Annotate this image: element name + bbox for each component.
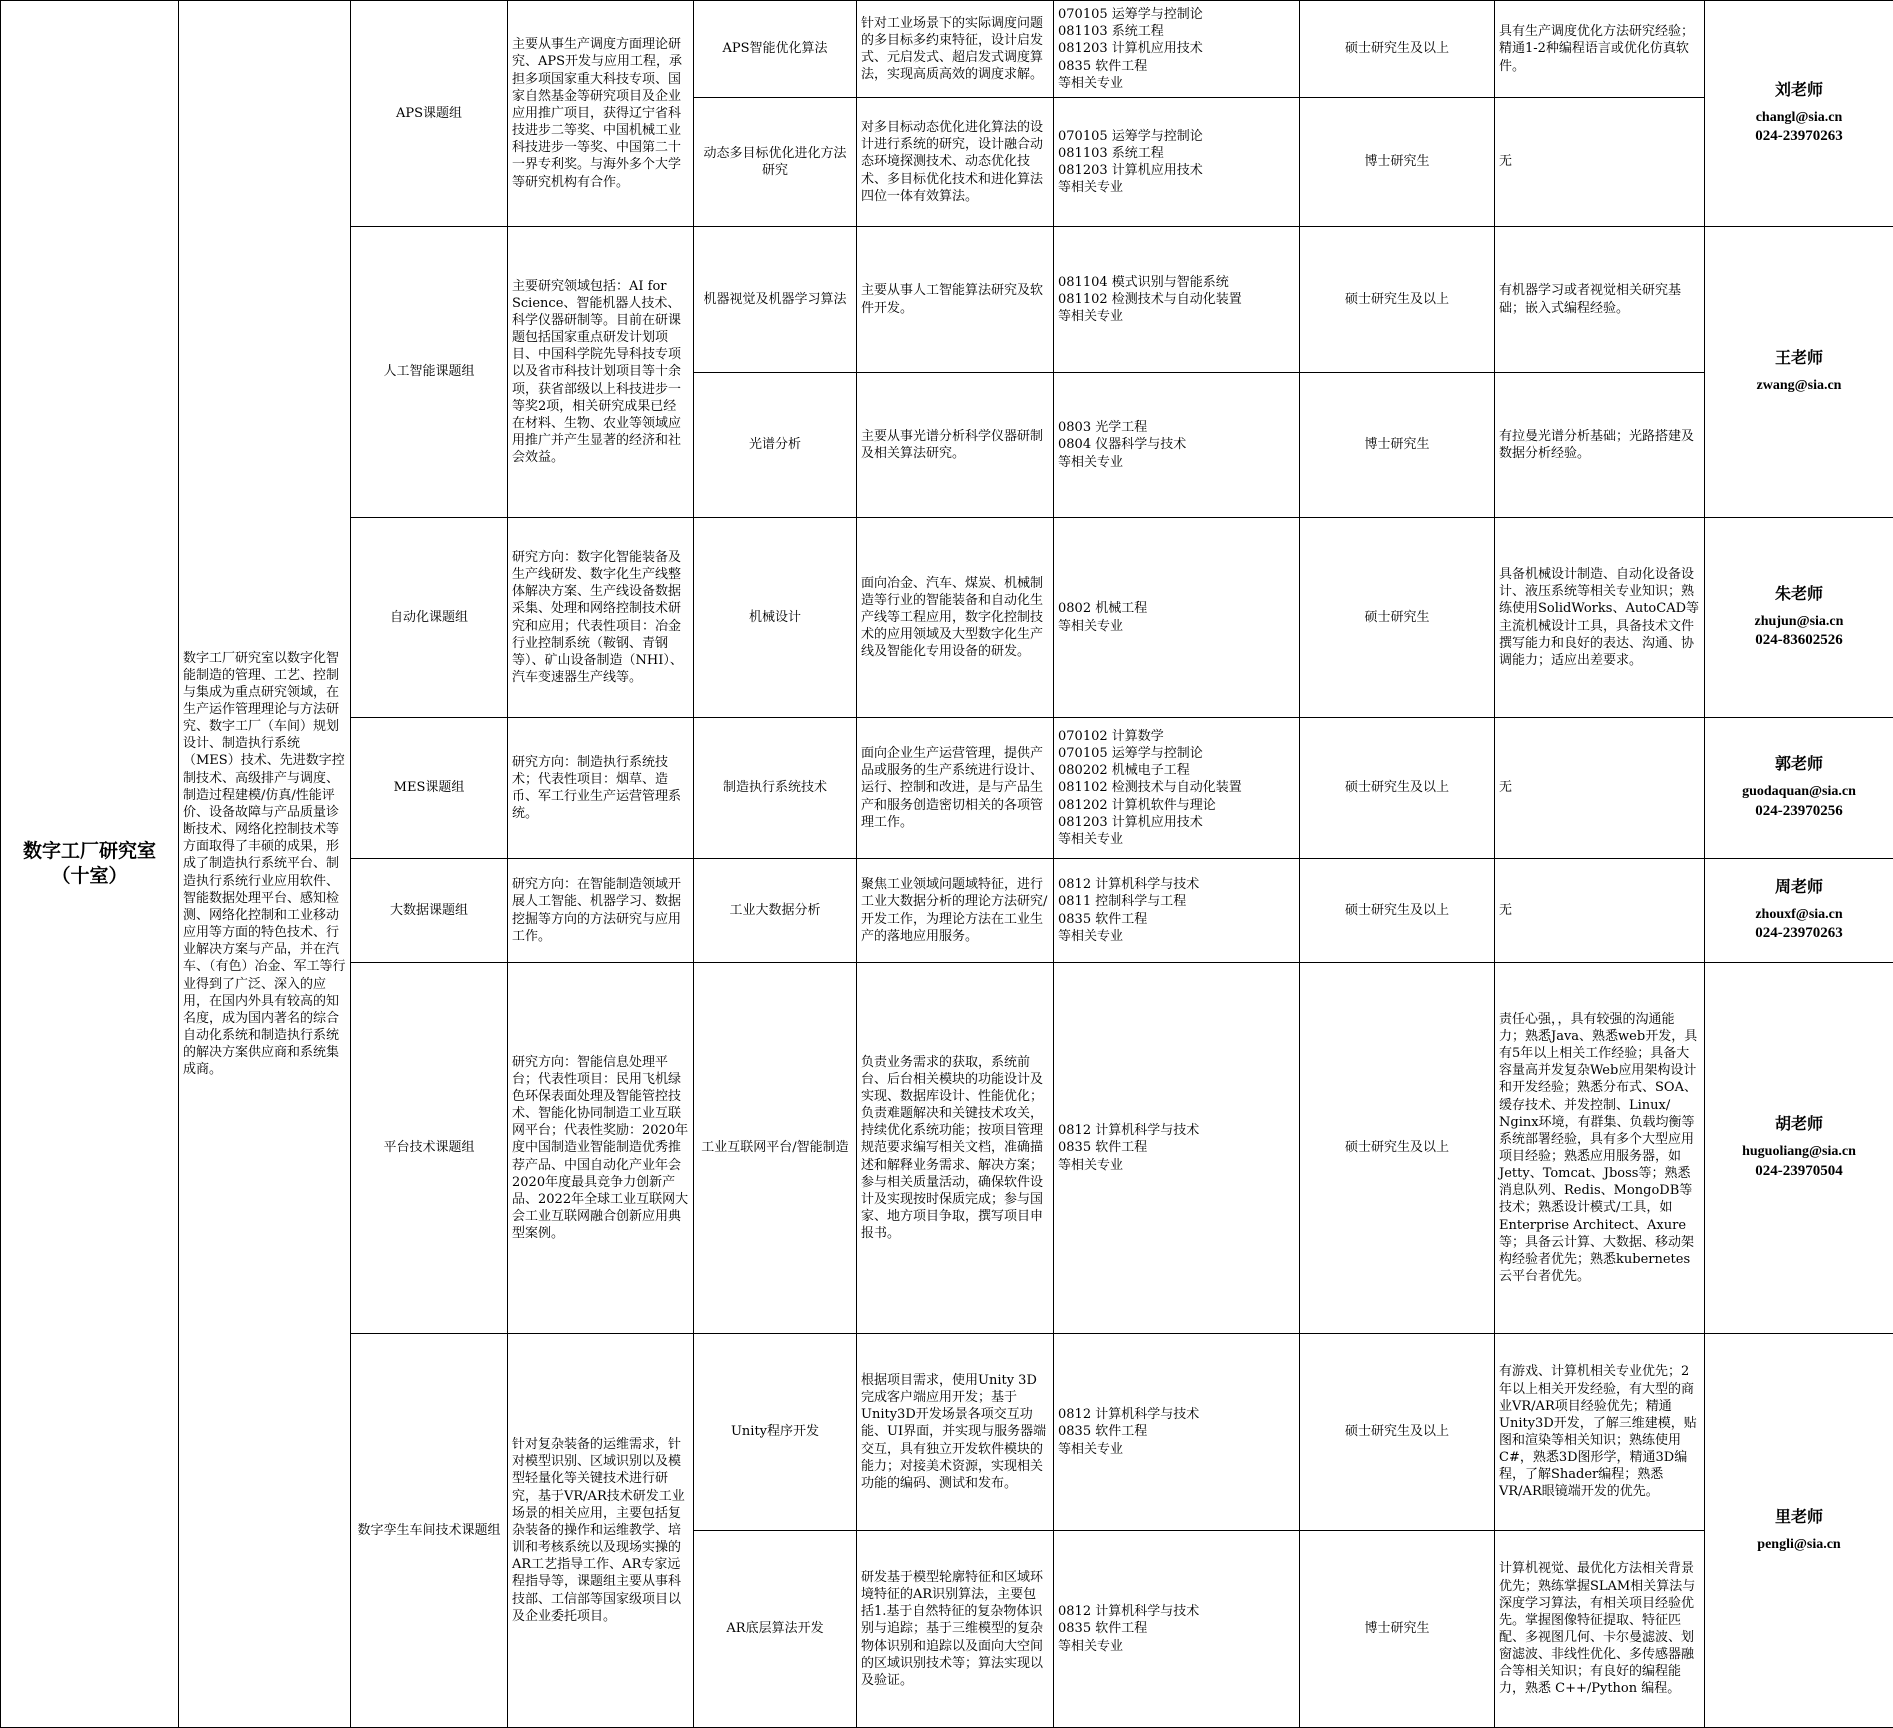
contact-cell xyxy=(1705,859,1893,963)
contact-email[interactable]: changl@sia.cn xyxy=(1709,109,1889,127)
lab-name: 数字工厂研究室 （十室） xyxy=(1,1,179,1728)
research-direction: APS智能优化算法 xyxy=(694,1,857,98)
contact-cell xyxy=(1705,518,1893,718)
job-content: 对多目标动态优化进化算法的设计进行系统的研究，设计融合动态环境探测技术、动态优化技术、多目标优化技术和进化算法四位一体有效算法。 xyxy=(857,98,1054,227)
research-direction: 制造执行系统技术 xyxy=(694,718,857,859)
majors: 0803 光学工程 0804 仪器科学与技术 等相关专业 xyxy=(1054,373,1300,518)
lab-description: 数字工厂研究室以数字化智能制造的管理、工艺、控制与集成为重点研究领域，在生产运作管理理论与方法研究、数字工厂（车间）规划设计、制造执行系统（MES）技术、先进数字控制技术、高级排产与调度、制造过程建模/仿真/性能评价、设备故障与产品质量诊断技术、网络化控制技术等方面取得了丰硕的成果，形成了制造执行系统平台、制造执行系统行业应用软件、智能数据处理平台、感知检测、网络化控制和工业移动应用等方面的特色技术、行业解决方案与产品，并在汽车、（有色）冶金、军工等行业得到了广泛、深入的应用，在国内外具有较高的知名度，成为国内著名的综合自动化系统和制造执行系统的解决方案供应商和系统集成商。 xyxy=(179,1,351,1728)
group-name: 数字孪生车间技术课题组 xyxy=(351,1334,508,1728)
job-content: 聚焦工业领域问题域特征，进行工业大数据分析的理论方法研究/开发工作，为理论方法在工业生产的落地应用服务。 xyxy=(857,859,1054,963)
research-direction: 工业互联网平台/智能制造 xyxy=(694,963,857,1334)
job-content: 面向企业生产运营管理，提供产品或服务的生产系统进行设计、运行、控制和改进，是与产品生产和服务创造密切相关的各项管理工作。 xyxy=(857,718,1054,859)
group-name: 自动化课题组 xyxy=(351,518,508,718)
requirement: 具有生产调度优化方法研究经验；精通1-2种编程语言或优化仿真软件。 xyxy=(1495,1,1705,98)
contact-name: 胡老师 xyxy=(1709,1114,1889,1135)
group-intro: 主要研究领域包括：AI for Science、智能机器人技术、科学仪器研制等。目前在研课题包括国家重点研发计划项目、中国科学院先导科技专项以及省市科技计划项目等十余项，获省部级以上科技进步一等奖2项，相关研究成果已经在材料、生物、农业等领域应用推广并产生显著的经济和社会效益。 xyxy=(508,227,694,518)
group-name: 大数据课题组 xyxy=(351,859,508,963)
job-content: 根据项目需求，使用Unity 3D完成客户端应用开发；基于Unity3D开发场景各项交互功能、UI界面，并实现与服务器端交互，具有独立开发软件模块的能力；对接美术资源，实现相关功能的编码、测试和发布。 xyxy=(857,1334,1054,1531)
contact-email[interactable]: huguoliang@sia.cn xyxy=(1709,1143,1889,1161)
group-name: MES课题组 xyxy=(351,718,508,859)
contact-name: 刘老师 xyxy=(1709,80,1889,101)
group-name: APS课题组 xyxy=(351,1,508,227)
job-content: 面向冶金、汽车、煤炭、机械制造等行业的智能装备和自动化生产线等工程应用，数字化控制技术的应用领域及大型数字化生产线及智能化专用设备的研发。 xyxy=(857,518,1054,718)
majors: 081104 模式识别与智能系统 081102 检测技术与自动化装置 等相关专业 xyxy=(1054,227,1300,373)
contact-email[interactable]: zwang@sia.cn xyxy=(1709,377,1889,395)
degree: 硕士研究生及以上 xyxy=(1300,859,1495,963)
group-intro: 研究方向：智能信息处理平台；代表性项目：民用飞机绿色环保表面处理及智能管控技术、智能化协同制造工业互联网平台；代表性奖励：2020年度中国制造业智能制造优秀推荐产品、中国自动化产业年会2020年度最具竞争力创新产品、2022年全球工业互联网大会工业互联网融合创新应用典型案例。 xyxy=(508,963,694,1334)
requirement: 计算机视觉、最优化方法相关背景优先；熟练掌握SLAM相关算法与深度学习算法，有相关项目经验优先。掌握图像特征提取、特征匹配、多视图几何、卡尔曼滤波、划窗滤波、非线性优化、多传感器融合等相关知识；有良好的编程能力，熟悉 C++/Python 编程。 xyxy=(1495,1531,1705,1728)
contact-phone: 024-23970263 xyxy=(1709,924,1889,944)
table-row xyxy=(1,1,1893,98)
contact-email[interactable]: guodaquan@sia.cn xyxy=(1709,783,1889,801)
contact-phone: 024-23970256 xyxy=(1709,802,1889,822)
research-direction: AR底层算法开发 xyxy=(694,1531,857,1728)
group-intro: 研究方向：制造执行系统技术；代表性项目：烟草、造币、军工行业生产运营管理系统。 xyxy=(508,718,694,859)
requirement: 有拉曼光谱分析基础；光路搭建及数据分析经验。 xyxy=(1495,373,1705,518)
majors: 0812 计算机科学与技术 0835 软件工程 等相关专业 xyxy=(1054,963,1300,1334)
requirement: 无 xyxy=(1495,718,1705,859)
job-content: 研发基于模型轮廓特征和区域环境特征的AR识别算法，主要包括1.基于自然特征的复杂物体识别与追踪；基于三维模型的复杂物体识别和追踪以及面向大空间的区域识别技术等；算法实现以及验证。 xyxy=(857,1531,1054,1728)
majors: 070105 运筹学与控制论 081103 系统工程 081203 计算机应用技术 等相关专业 xyxy=(1054,98,1300,227)
majors: 070105 运筹学与控制论 081103 系统工程 081203 计算机应用技术 0835 软件工程 等相关专业 xyxy=(1054,1,1300,98)
research-direction: 工业大数据分析 xyxy=(694,859,857,963)
majors: 0812 计算机科学与技术 0811 控制科学与工程 0835 软件工程 等相关专业 xyxy=(1054,859,1300,963)
degree: 博士研究生 xyxy=(1300,373,1495,518)
contact-email[interactable]: zhouxf@sia.cn xyxy=(1709,906,1889,924)
contact-cell xyxy=(1705,227,1893,518)
research-direction: 机器视觉及机器学习算法 xyxy=(694,227,857,373)
degree: 硕士研究生 xyxy=(1300,518,1495,718)
contact-name: 周老师 xyxy=(1709,877,1889,898)
contact-cell xyxy=(1705,1334,1893,1728)
job-content: 针对工业场景下的实际调度问题的多目标多约束特征，设计启发式、元启发式、超启发式调度算法，实现高质高效的调度求解。 xyxy=(857,1,1054,98)
group-intro: 研究方向：数字化智能装备及生产线研发、数字化生产线整体解决方案、生产线设备数据采集、处理和网络控制技术研究和应用；代表性项目：冶金行业控制系统（鞍钢、青钢等）、矿山设备制造（NHI）、汽车变速器生产线等。 xyxy=(508,518,694,718)
group-intro: 研究方向：在智能制造领域开展人工智能、机器学习、数据挖掘等方向的方法研究与应用工作。 xyxy=(508,859,694,963)
majors: 0802 机械工程 等相关专业 xyxy=(1054,518,1300,718)
research-direction: 光谱分析 xyxy=(694,373,857,518)
research-direction: Unity程序开发 xyxy=(694,1334,857,1531)
contact-cell xyxy=(1705,963,1893,1334)
contact-name: 朱老师 xyxy=(1709,584,1889,605)
contact-name: 郭老师 xyxy=(1709,754,1889,775)
degree: 博士研究生 xyxy=(1300,1531,1495,1728)
contact-phone: 024-23970504 xyxy=(1709,1162,1889,1182)
group-intro: 针对复杂装备的运维需求，针对模型识别、区域识别以及模型轻量化等关键技术进行研究，基于VR/AR技术研发工业场景的相关应用，主要包括复杂装备的操作和运维教学、培训和考核系统以及现场实操的AR工艺指导工作、AR专家远程指导等，课题组主要从事科技部、工信部等国家级项目以及企业委托项目。 xyxy=(508,1334,694,1728)
contact-name: 里老师 xyxy=(1709,1507,1889,1528)
requirement: 有机器学习或者视觉相关研究基础；嵌入式编程经验。 xyxy=(1495,227,1705,373)
degree: 硕士研究生及以上 xyxy=(1300,718,1495,859)
contact-phone: 024-83602526 xyxy=(1709,631,1889,651)
contact-email[interactable]: pengli@sia.cn xyxy=(1709,1536,1889,1554)
contact-email[interactable]: zhujun@sia.cn xyxy=(1709,613,1889,631)
job-content: 负责业务需求的获取，系统前台、后台相关模块的功能设计及实现、数据库设计、性能优化；负责难题解决和关键技术攻关，持续优化系统功能；按项目管理规范要求编写相关文档，准确描述和解释业务需求、解决方案；参与相关质量活动，确保软件设计及实现按时保质完成；参与国家、地方项目争取，撰写项目申报书。 xyxy=(857,963,1054,1334)
majors: 070102 计算数学 070105 运筹学与控制论 080202 机械电子工程 081102 检测技术与自动化装置 081202 计算机软件与理论 081203 计算机应用技术 等相关专业 xyxy=(1054,718,1300,859)
degree: 硕士研究生及以上 xyxy=(1300,227,1495,373)
job-content: 主要从事光谱分析科学仪器研制及相关算法研究。 xyxy=(857,373,1054,518)
degree: 硕士研究生及以上 xyxy=(1300,963,1495,1334)
contact-cell xyxy=(1705,1,1893,227)
requirement: 无 xyxy=(1495,98,1705,227)
research-direction: 机械设计 xyxy=(694,518,857,718)
requirement: 具备机械设计制造、自动化设备设计、液压系统等相关专业知识；熟练使用SolidWorks、AutoCAD等主流机械设计工具，具备技术文件撰写能力和良好的表达、沟通、协调能力；适应出差要求。 xyxy=(1495,518,1705,718)
degree: 硕士研究生及以上 xyxy=(1300,1334,1495,1531)
contact-name: 王老师 xyxy=(1709,348,1889,369)
contact-phone: 024-23970263 xyxy=(1709,127,1889,147)
group-name: 平台技术课题组 xyxy=(351,963,508,1334)
group-intro: 主要从事生产调度方面理论研究、APS开发与应用工程，承担多项国家重大科技专项、国家自然基金等研究项目及企业应用推广项目，获得辽宁省科技进步二等奖、中国机械工业科技进步一等奖、中国第二十一界专利奖。与海外多个大学等研究机构有合作。 xyxy=(508,1,694,227)
degree: 硕士研究生及以上 xyxy=(1300,1,1495,98)
majors: 0812 计算机科学与技术 0835 软件工程 等相关专业 xyxy=(1054,1531,1300,1728)
majors: 0812 计算机科学与技术 0835 软件工程 等相关专业 xyxy=(1054,1334,1300,1531)
job-content: 主要从事人工智能算法研究及软件开发。 xyxy=(857,227,1054,373)
requirement: 责任心强，，具有较强的沟通能力；熟悉Java、熟悉web开发，具有5年以上相关工作经验；具备大容量高并发复杂Web应用架构设计和开发经验；熟悉分布式、SOA、缓存技术、并发控制、Linux/ Nginx环境，有群集、负载均衡等系统部署经验，具有多个大型应用项目经验；熟悉应用服务器，如Jetty、Tomcat、Jboss等；熟悉消息队列、Redis、MongoDB等技术；熟悉设计模式/工具，如 Enterprise Architect、Axure等；具备云计算、大数据、移动架构经验者优先；熟悉kubernetes云平台者优先。 xyxy=(1495,963,1705,1334)
degree: 博士研究生 xyxy=(1300,98,1495,227)
requirement: 有游戏、计算机相关专业优先；2年以上相关开发经验，有大型的商业VR/AR项目经验优先；精通Unity3D开发，了解三维建模，贴图和渲染等相关知识；熟练使用C#，熟悉3D图形学，精通3D编程，了解Shader编程；熟悉VR/AR眼镜端开发的优先。 xyxy=(1495,1334,1705,1531)
group-name: 人工智能课题组 xyxy=(351,227,508,518)
research-direction: 动态多目标优化进化方法研究 xyxy=(694,98,857,227)
requirement: 无 xyxy=(1495,859,1705,963)
contact-cell xyxy=(1705,718,1893,859)
